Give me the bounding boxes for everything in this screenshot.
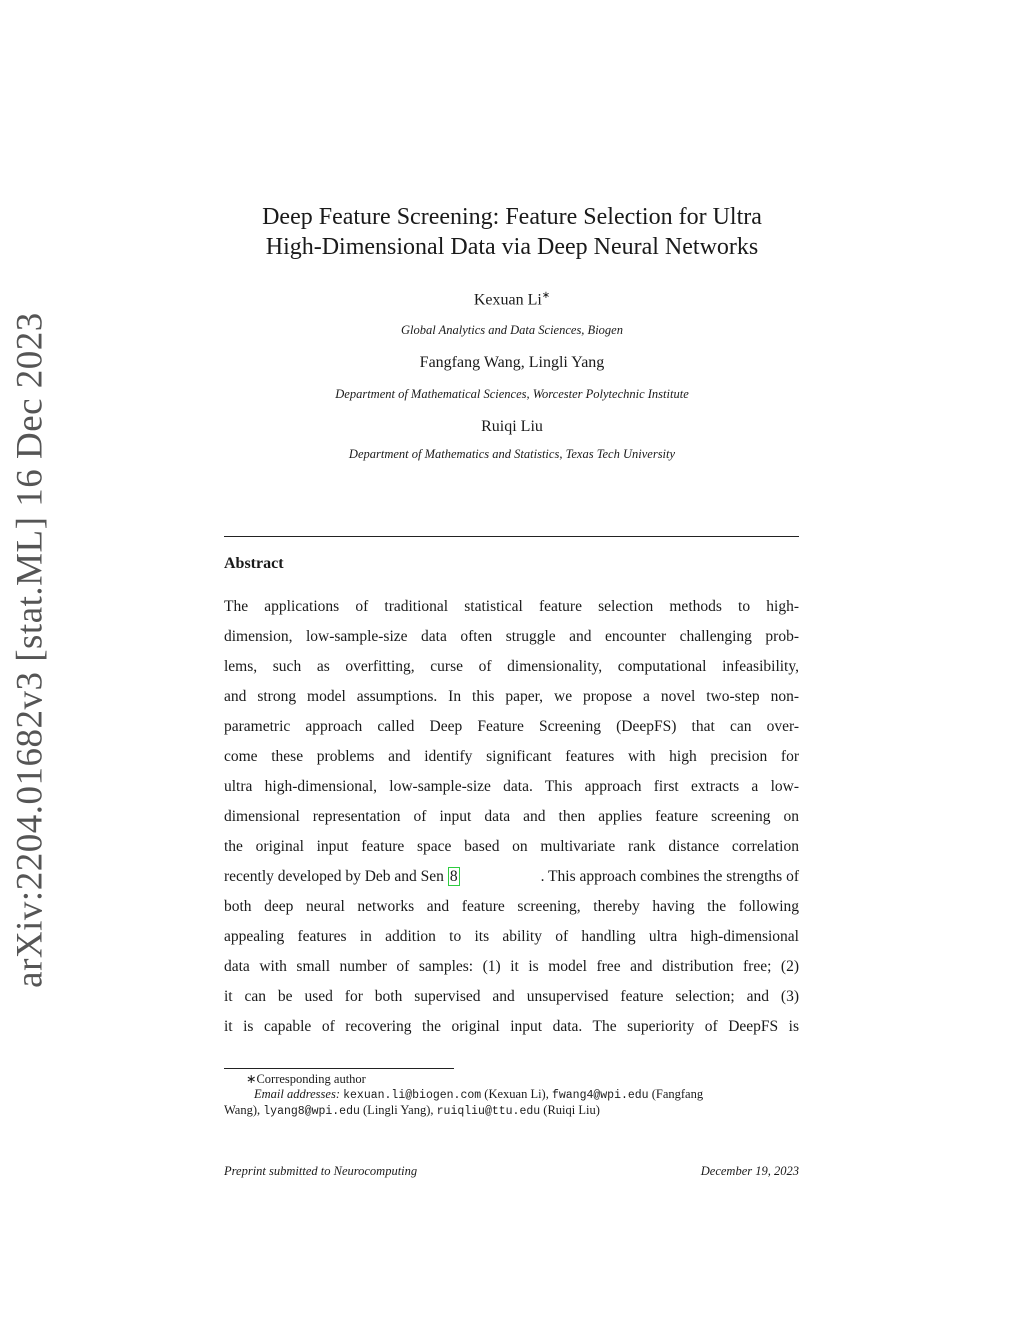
abstract-line: appealing features in addition to its ability of handling ultra high-dimensional — [224, 928, 799, 945]
abstract-line: it is capable of recovering the original input data. The superiority of DeepFS is — [224, 1018, 799, 1035]
affiliation-3: Department of Mathematics and Statistics, Texas Tech University — [348, 447, 676, 461]
abstract-body — [224, 592, 799, 1042]
affiliation-2: Department of Mathematical Sciences, Worcester Polytechnic Institute — [335, 387, 689, 401]
email-link[interactable]: lyang8@wpi.edu — [263, 1105, 360, 1118]
citation-link[interactable]: 8 — [449, 868, 458, 885]
email-link[interactable]: kexuan.li@biogen.com — [343, 1089, 482, 1102]
email-link[interactable]: fwang4@wpi.edu — [551, 1089, 649, 1102]
abstract-rule — [224, 536, 799, 537]
email-link[interactable]: ruiqliu@ttu.edu — [436, 1105, 541, 1118]
page-footer — [224, 1164, 799, 1179]
abstract-line: dimension, low-sample-size data often struggle and encounter challenging prob- — [224, 628, 799, 645]
footnote-rule — [224, 1068, 454, 1069]
abstract-line: dimensional representation of input data and then applies feature screening on — [224, 808, 799, 825]
abstract-line: parametric approach called Deep Feature Screening (DeepFS) that can over- — [224, 718, 799, 735]
abstract-line: lems, such as overfitting, curse of dimensionality, computational infeasibility, — [224, 658, 799, 675]
arxiv-stamp: arXiv:2204.01682v3 [stat.ML] 16 Dec 2023 — [9, 312, 51, 988]
abstract-line: and strong model assumptions. In this paper, we propose a novel two-step non- — [224, 688, 799, 705]
abstract-line: ultra high-dimensional, low-sample-size data. This approach first extracts a low- — [224, 778, 799, 795]
paper-title — [0, 202, 1024, 262]
email-line-1: Email addresses: kexuan.li@biogen.com (Kexuan Li), fwang4@wpi.edu (Fangfang — [254, 1087, 704, 1102]
footnote — [224, 1072, 799, 1119]
abstract-line: The applications of traditional statistical feature selection methods to high- — [224, 598, 799, 615]
corresponding-author-note: ∗Corresponding author — [246, 1072, 366, 1086]
abstract-line: the original input feature space based on multivariate rank distance correlation — [224, 838, 799, 855]
email-line-2: Wang), lyang8@wpi.edu (Lingli Yang), ruiqliu@ttu.edu (Ruiqi Liu) — [224, 1103, 600, 1118]
abstract-line-citation: recently developed by Deb and Sen 8 . This approach combines the strengths of — [224, 868, 799, 885]
author-3: Ruiqi Liu — [481, 418, 543, 435]
abstract-heading: Abstract — [224, 555, 284, 572]
title-line-1: Deep Feature Screening: Feature Selection for Ultra — [262, 204, 762, 230]
abstract-line: come these problems and identify significant features with high precision for — [224, 748, 799, 765]
abstract-line: both deep neural networks and feature screening, thereby having the following — [224, 898, 799, 915]
affiliation-1: Global Analytics and Data Sciences, Biogen — [401, 323, 623, 337]
journal-note: Preprint submitted to Neurocomputing — [224, 1164, 418, 1178]
author-2: Fangfang Wang, Lingli Yang — [419, 354, 605, 371]
abstract-line: data with small number of samples: (1) it is model free and distribution free; (2) — [224, 958, 799, 975]
author-1: Kexuan Li∗ — [473, 290, 551, 309]
abstract-line: it can be used for both supervised and unsupervised feature selection; and (3) — [224, 988, 799, 1005]
title-line-2: High-Dimensional Data via Deep Neural Networks — [265, 234, 759, 260]
footer-date: December 19, 2023 — [700, 1164, 799, 1178]
